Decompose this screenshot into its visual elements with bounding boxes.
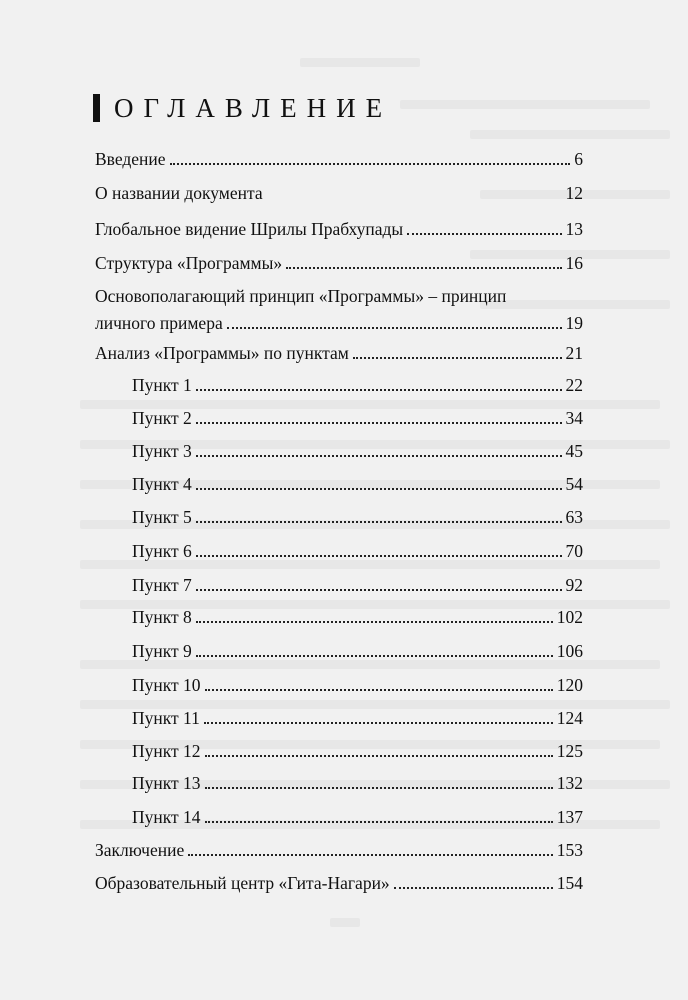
- toc-entry-page: 70: [565, 541, 583, 561]
- toc-entry-multiline: [95, 285, 583, 334]
- toc-entry-page: 22: [565, 375, 583, 395]
- toc-entry-page: 16: [565, 253, 583, 273]
- toc-entry-label: Пункт 13: [132, 773, 201, 793]
- dot-leader: [205, 755, 553, 757]
- dot-leader: [196, 589, 562, 591]
- toc-entry: [95, 674, 583, 696]
- toc-entry-label: Пункт 5: [132, 507, 192, 527]
- toc-entry-label: Введение: [95, 149, 166, 169]
- toc-entry: [95, 473, 583, 495]
- toc-entry: [95, 872, 583, 894]
- toc-entry-page: 124: [556, 708, 583, 728]
- toc-entry: [95, 374, 583, 396]
- toc-entry-label-line2: личного примера: [95, 313, 223, 333]
- toc-entry-page: 102: [556, 607, 583, 627]
- toc-entry-page: 106: [556, 641, 583, 661]
- dot-leader: [196, 455, 562, 457]
- toc-entry-page: 125: [556, 741, 583, 761]
- dot-leader: [196, 488, 562, 490]
- toc-entry-page: 19: [565, 313, 583, 333]
- toc-entry-page: 34: [565, 408, 583, 428]
- toc-entry-page: 154: [556, 873, 583, 893]
- toc-entry-page: 45: [565, 441, 583, 461]
- dot-leader: [394, 887, 553, 889]
- toc-entry: [95, 182, 583, 204]
- toc-entry-label: Пункт 14: [132, 807, 201, 827]
- toc-entry: [95, 740, 583, 762]
- dot-leader: [204, 722, 553, 724]
- toc-entry: [95, 640, 583, 662]
- toc-entry: [95, 772, 583, 794]
- dot-leader: [188, 854, 553, 856]
- dot-leader: [267, 197, 562, 199]
- toc-entry-page: 137: [556, 807, 583, 827]
- toc-entry-label-line1: Основополагающий принцип «Программы» – принцип: [95, 286, 507, 306]
- toc-entry: [95, 606, 583, 628]
- toc-entry-page: 132: [556, 773, 583, 793]
- toc-entry-label: Пункт 3: [132, 441, 192, 461]
- toc-entry-page: 120: [556, 675, 583, 695]
- dot-leader: [196, 389, 562, 391]
- toc-entry: [95, 218, 583, 240]
- toc-entry-page: 92: [565, 575, 583, 595]
- toc-entry: [95, 707, 583, 729]
- toc-entry-label: Пункт 9: [132, 641, 192, 661]
- toc-entry-label: Пункт 8: [132, 607, 192, 627]
- toc-entry-page: 6: [574, 149, 583, 169]
- toc-entry: [95, 806, 583, 828]
- dot-leader: [196, 521, 562, 523]
- toc-entry-label: Пункт 6: [132, 541, 192, 561]
- toc-entry-page: 12: [565, 183, 583, 203]
- toc-entry-page: 54: [565, 474, 583, 494]
- dot-leader: [407, 233, 561, 235]
- dot-leader: [227, 327, 562, 329]
- heading-title: ОГЛАВЛЕНИЕ: [114, 92, 393, 123]
- toc-entry-page: 21: [565, 343, 583, 363]
- toc-entry-page: 13: [565, 219, 583, 239]
- toc-entry-label: О названии документа: [95, 183, 263, 203]
- toc-entry: [95, 440, 583, 462]
- toc-entry: [95, 506, 583, 528]
- dot-leader: [205, 787, 553, 789]
- toc-entry: [95, 540, 583, 562]
- dot-leader: [196, 621, 553, 623]
- toc-entry-label: Пункт 11: [132, 708, 200, 728]
- toc-entry-page: 153: [556, 840, 583, 860]
- toc-entry-page: 63: [565, 507, 583, 527]
- dot-leader: [286, 267, 561, 269]
- dot-leader: [205, 821, 553, 823]
- toc-entry-label: Пункт 12: [132, 741, 201, 761]
- toc-heading: [93, 94, 392, 122]
- dot-leader: [170, 163, 571, 165]
- dot-leader: [205, 689, 553, 691]
- dot-leader: [196, 422, 562, 424]
- toc-entry: [95, 839, 583, 861]
- toc-entry-label: Структура «Программы»: [95, 253, 283, 273]
- toc-entry-label: Образовательный центр «Гита-Нагари»: [95, 873, 390, 893]
- heading-marker-bar: [93, 94, 100, 122]
- toc-entry-label: Пункт 10: [132, 675, 201, 695]
- toc-entry-label: Глобальное видение Шрилы Прабхупады: [95, 219, 404, 239]
- toc-entry: [95, 342, 583, 364]
- toc-entry: [95, 148, 583, 170]
- dot-leader: [196, 555, 562, 557]
- toc-entry: [95, 252, 583, 274]
- dot-leader: [353, 357, 562, 359]
- toc-entry-label: Пункт 1: [132, 375, 192, 395]
- toc-entry-label: Пункт 4: [132, 474, 192, 494]
- toc-entry: [95, 312, 583, 334]
- toc-entry: [95, 407, 583, 429]
- toc-entry-label: Пункт 7: [132, 575, 192, 595]
- toc-entry: [95, 574, 583, 596]
- toc-entry-label: Анализ «Программы» по пунктам: [95, 343, 349, 363]
- toc-entry-label: Пункт 2: [132, 408, 192, 428]
- toc-entry-label: Заключение: [95, 840, 185, 860]
- dot-leader: [196, 655, 553, 657]
